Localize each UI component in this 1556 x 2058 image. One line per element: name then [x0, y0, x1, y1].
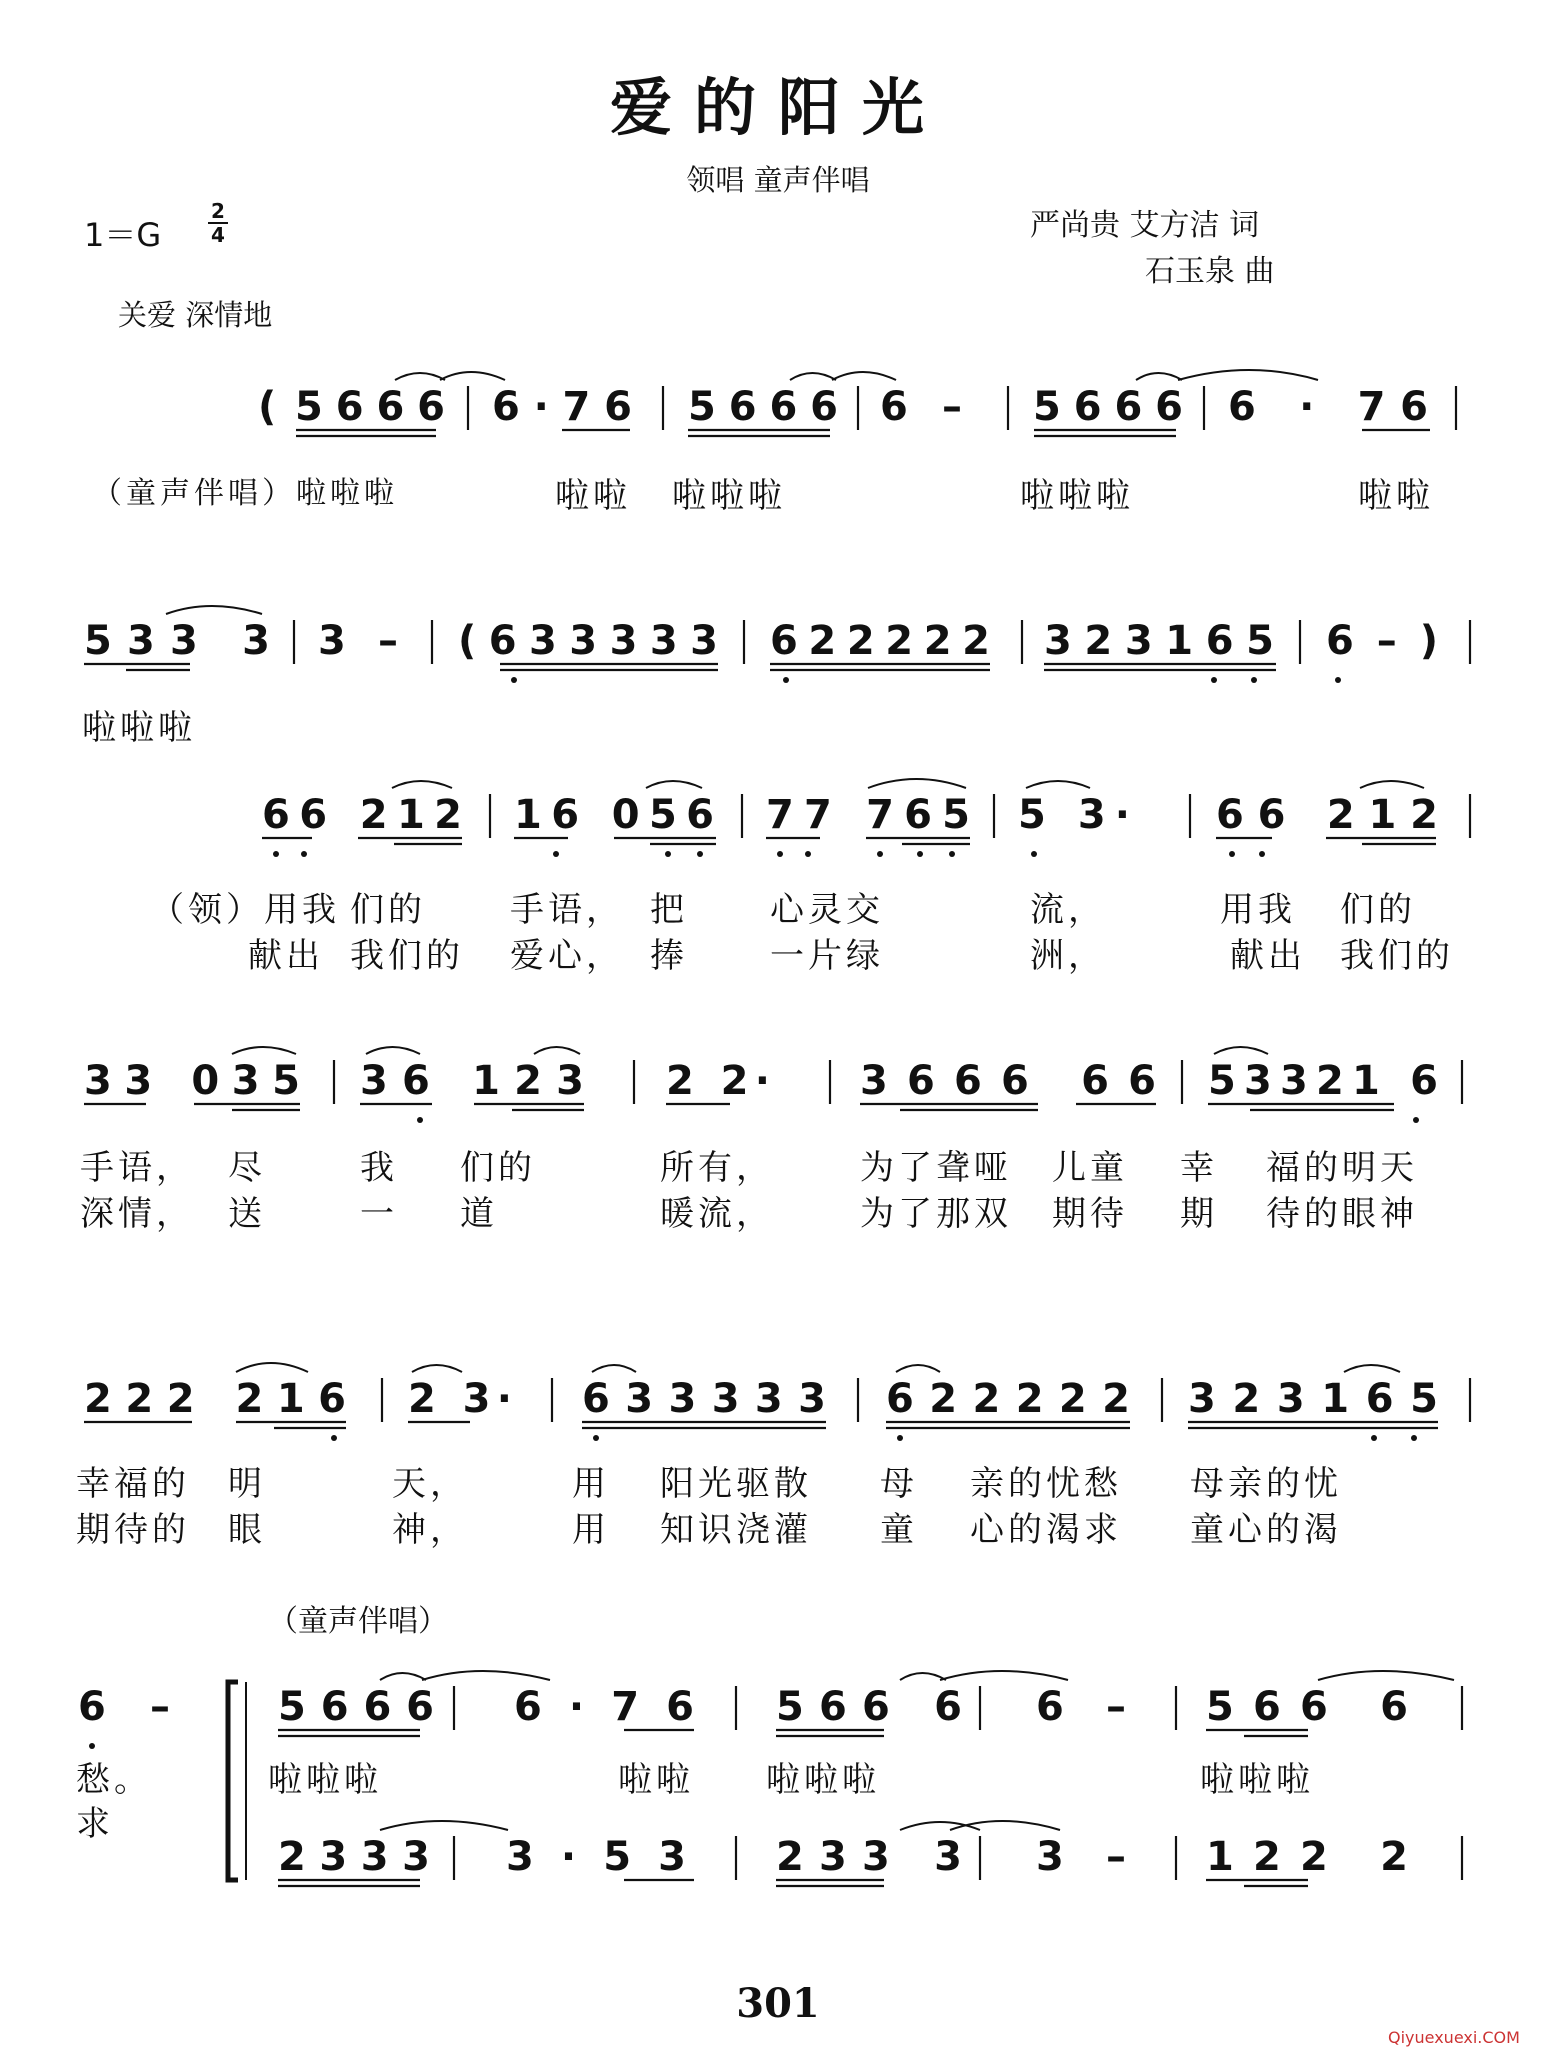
lyric: 童: [880, 1510, 918, 1550]
note-group: 622222: [886, 1376, 1130, 1422]
note-group: 5666: [1033, 384, 1183, 430]
lyric: 我们的: [350, 936, 464, 976]
key-signature: 1＝G: [84, 216, 162, 254]
time-signature: [205, 200, 231, 246]
note-group: 33 035: [84, 1058, 300, 1104]
lyric: 母: [880, 1464, 918, 1504]
lyric: 啦啦: [618, 1760, 694, 1800]
note-group: 566 6: [776, 1684, 962, 1730]
lyric: 为了那双: [860, 1194, 1012, 1234]
note-group: 6·76: [514, 1684, 694, 1730]
lyric: 眼: [228, 1510, 266, 1550]
lyric: 待的眼神: [1266, 1194, 1418, 1234]
note-group: 2333: [278, 1834, 430, 1880]
lyric: 幸福的: [76, 1464, 190, 1504]
note-group: 77 765: [766, 792, 970, 838]
lyric: 送: [228, 1194, 266, 1234]
lyric: 愁。: [76, 1760, 152, 1800]
notation-line: [0, 1364, 1556, 1434]
note-group: 66 212: [1216, 792, 1438, 838]
lyric: 道: [460, 1194, 498, 1234]
lyric: 期待的: [76, 1510, 190, 1550]
note-group: 53321 6: [1208, 1058, 1438, 1104]
note-group: 5666: [278, 1684, 434, 1730]
lyric: 献出: [1230, 936, 1306, 976]
section-label: （童声伴唱）: [268, 1604, 448, 1639]
lyric: 啦啦啦: [1020, 476, 1134, 516]
notation-line: [0, 780, 1556, 850]
note-group: 323165: [1044, 618, 1274, 664]
lyric: 所有，: [660, 1148, 774, 1188]
lyric: 啦啦: [1358, 476, 1434, 516]
lyric: 啦啦啦: [1200, 1760, 1314, 1800]
lyric: 手语，: [80, 1148, 194, 1188]
lyric: 一: [360, 1194, 398, 1234]
lyric: （领）用我: [150, 890, 340, 930]
note-group: 5 3·: [1018, 792, 1130, 838]
note-group: 6 · 76: [1228, 384, 1428, 430]
note-group: 566 6: [1206, 1684, 1408, 1730]
lyric: 我: [360, 1148, 398, 1188]
song-title: 爱的阳光: [609, 71, 946, 144]
lyric: 用: [572, 1510, 610, 1550]
lyric: 们的: [460, 1148, 536, 1188]
note-group: 5666: [295, 384, 445, 430]
lyric: 阳光驱散: [660, 1464, 812, 1504]
lyric: 啦啦啦: [766, 1760, 880, 1800]
note-group: 633333: [582, 1376, 826, 1422]
lyric: 啦啦啦: [268, 1760, 382, 1800]
note-group: 16 056: [514, 792, 714, 838]
note: (: [258, 384, 277, 430]
note-group: 6 – ): [1326, 618, 1438, 664]
lyric: 手语，: [510, 890, 624, 930]
lyric: 把: [650, 890, 688, 930]
expression-mark: 关爱 深情地: [118, 298, 273, 332]
lyric: 母亲的忧: [1190, 1464, 1342, 1504]
lyric: 啦啦: [555, 476, 631, 516]
notation-line: [0, 372, 1556, 442]
note-group: 122 2: [1206, 1834, 1408, 1880]
lyric: 用: [572, 1464, 610, 1504]
lyric: 心的渴求: [970, 1510, 1122, 1550]
composer-credit: 石玉泉 曲: [1145, 254, 1275, 289]
note-group: 3 –: [1036, 1834, 1126, 1880]
lyric: 用我: [1220, 890, 1296, 930]
notation-line: [0, 1672, 1556, 1742]
lyric: 流，: [1030, 890, 1106, 930]
lyric: 一片绿: [770, 936, 884, 976]
watermark: Qiyuexuexi.COM: [1388, 2028, 1520, 2047]
note-group: 6 –: [1036, 1684, 1126, 1730]
note-group: 3666 66: [860, 1058, 1156, 1104]
notation-line: [0, 606, 1556, 676]
performance-note: 领唱 童声伴唱: [686, 163, 870, 197]
note-group: 622222: [770, 618, 990, 664]
note-group: 3·53: [506, 1834, 686, 1880]
note-group: 5666: [688, 384, 838, 430]
lyric: 我们的: [1340, 936, 1454, 976]
note-group: 323165: [1188, 1376, 1438, 1422]
lyric: 知识浇灌: [660, 1510, 812, 1550]
lyric: 神，: [392, 1510, 468, 1550]
note-group: 2 3·: [408, 1376, 512, 1422]
lyric: 尽: [228, 1148, 266, 1188]
lyric: 啦啦啦: [82, 708, 196, 748]
lyric: 童心的渴: [1190, 1510, 1342, 1550]
lyric: 天，: [392, 1464, 468, 1504]
lyric: 献出: [248, 936, 324, 976]
lyric: 洲，: [1030, 936, 1106, 976]
page-number: 301: [736, 1980, 820, 2027]
note-group: 2 2·: [666, 1058, 770, 1104]
note-group: 66 212: [262, 792, 462, 838]
lyric: 明: [228, 1464, 266, 1504]
note-group: 3 –: [318, 618, 398, 664]
lyric: 期: [1180, 1194, 1218, 1234]
lyric: 们的: [350, 890, 426, 930]
lyric: 暖流，: [660, 1194, 774, 1234]
note-group: 6 –: [880, 384, 962, 430]
time-signature-bottom: 4: [211, 223, 225, 247]
lyric: 期待: [1052, 1194, 1128, 1234]
lyric: 捧: [650, 936, 688, 976]
note-group: (633333: [458, 618, 718, 664]
lyric: 亲的忧愁: [970, 1464, 1122, 1504]
lyric: 福的明天: [1266, 1148, 1418, 1188]
lyric: （童声伴唱）啦啦啦: [92, 476, 398, 511]
time-signature-top: 2: [211, 199, 225, 223]
lyric: 求: [76, 1804, 114, 1844]
lyric: 爱心，: [510, 936, 624, 976]
lyric: 儿童: [1052, 1148, 1128, 1188]
notation-line: [0, 1046, 1556, 1116]
lyric: 们的: [1340, 890, 1416, 930]
note-group: 533 3: [84, 618, 270, 664]
lyric: 幸: [1180, 1148, 1218, 1188]
note-group: 233 3: [776, 1834, 962, 1880]
lyric: 心灵交: [770, 890, 884, 930]
lower-voice-notation: [0, 1822, 1556, 1892]
lyric: 为了聋哑: [860, 1148, 1012, 1188]
note-group: 6 –: [78, 1684, 170, 1730]
lyric: 啦啦啦: [672, 476, 786, 516]
note-group: 36 123: [360, 1058, 584, 1104]
note-group: 222 216: [84, 1376, 346, 1422]
lyricist-credit: 严尚贵 艾方洁 词: [1030, 208, 1260, 243]
note-group: 6·76: [492, 384, 632, 430]
lyric: 深情，: [80, 1194, 194, 1234]
